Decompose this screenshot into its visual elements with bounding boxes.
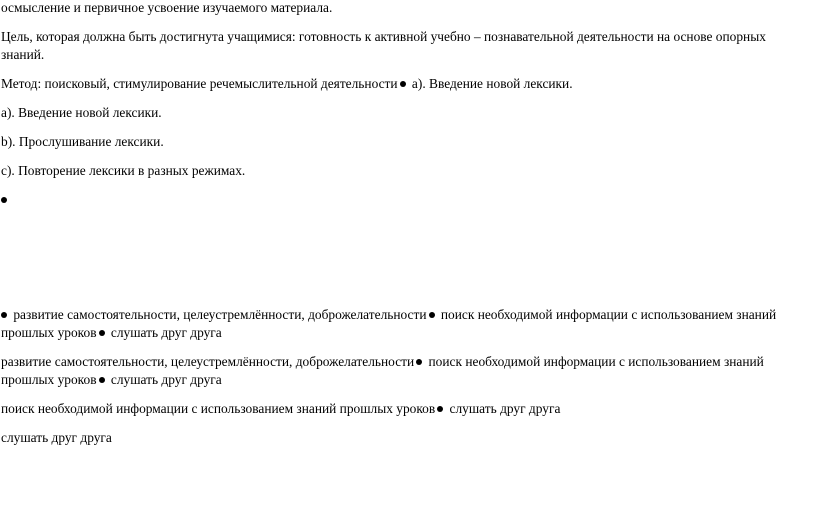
skills-2-part-c: слушать друг друга <box>107 372 222 387</box>
paragraph-skills-1 <box>1 306 801 342</box>
list-item-b-text: b). Прослушивание лексики. <box>1 134 164 149</box>
paragraph-intro <box>1 0 332 17</box>
paragraph-goal-text: Цель, которая должна быть достигнута учащимися: готовность к активной учебно – познавательной деятельности на основе опорных знаний. <box>1 29 766 62</box>
skills-2-part-a: развитие самостоятельности, целеустремлённости, доброжелательности <box>1 354 415 369</box>
bullet-icon <box>416 359 422 365</box>
list-item-b <box>1 133 164 151</box>
bullet-icon <box>99 377 105 383</box>
skills-1-part-b: поиск необходимой информации с использованием знаний прошлых уроков <box>1 307 777 340</box>
skills-1-part-c: слушать друг друга <box>107 325 222 340</box>
bullet-icon <box>437 406 443 412</box>
paragraph-method-step: а). Введение новой лексики. <box>408 76 573 91</box>
paragraph-skills-3 <box>1 400 560 418</box>
list-item-a-text: а). Введение новой лексики. <box>1 105 162 120</box>
skills-3-part-b: слушать друг друга <box>446 401 561 416</box>
bullet-icon <box>1 312 7 318</box>
list-item-c <box>1 162 245 180</box>
bullet-icon <box>1 197 7 203</box>
paragraph-skills-2 <box>1 353 801 389</box>
skills-2-part-b: поиск необходимой информации с использованием знаний прошлых уроков <box>1 354 764 387</box>
paragraph-skills-4 <box>1 429 112 447</box>
paragraph-intro-text: осмысление и первичное усвоение изучаемого материала. <box>1 0 333 15</box>
empty-bullet-line <box>1 191 10 209</box>
bullet-icon <box>99 330 105 336</box>
list-item-c-text: c). Повторение лексики в разных режимах. <box>1 163 246 178</box>
skills-3-part-a: поиск необходимой информации с использованием знаний прошлых уроков <box>1 401 436 416</box>
bullet-icon <box>429 312 435 318</box>
paragraph-goal <box>1 28 801 64</box>
skills-4-text: слушать друг друга <box>1 430 112 445</box>
list-item-a <box>1 104 162 122</box>
paragraph-method-text: Метод: поисковый, стимулирование речемыслительной деятельности <box>1 76 398 91</box>
paragraph-method <box>1 75 573 93</box>
skills-1-part-a: развитие самостоятельности, целеустремлённости, доброжелательности <box>10 307 427 322</box>
bullet-icon <box>400 81 406 87</box>
